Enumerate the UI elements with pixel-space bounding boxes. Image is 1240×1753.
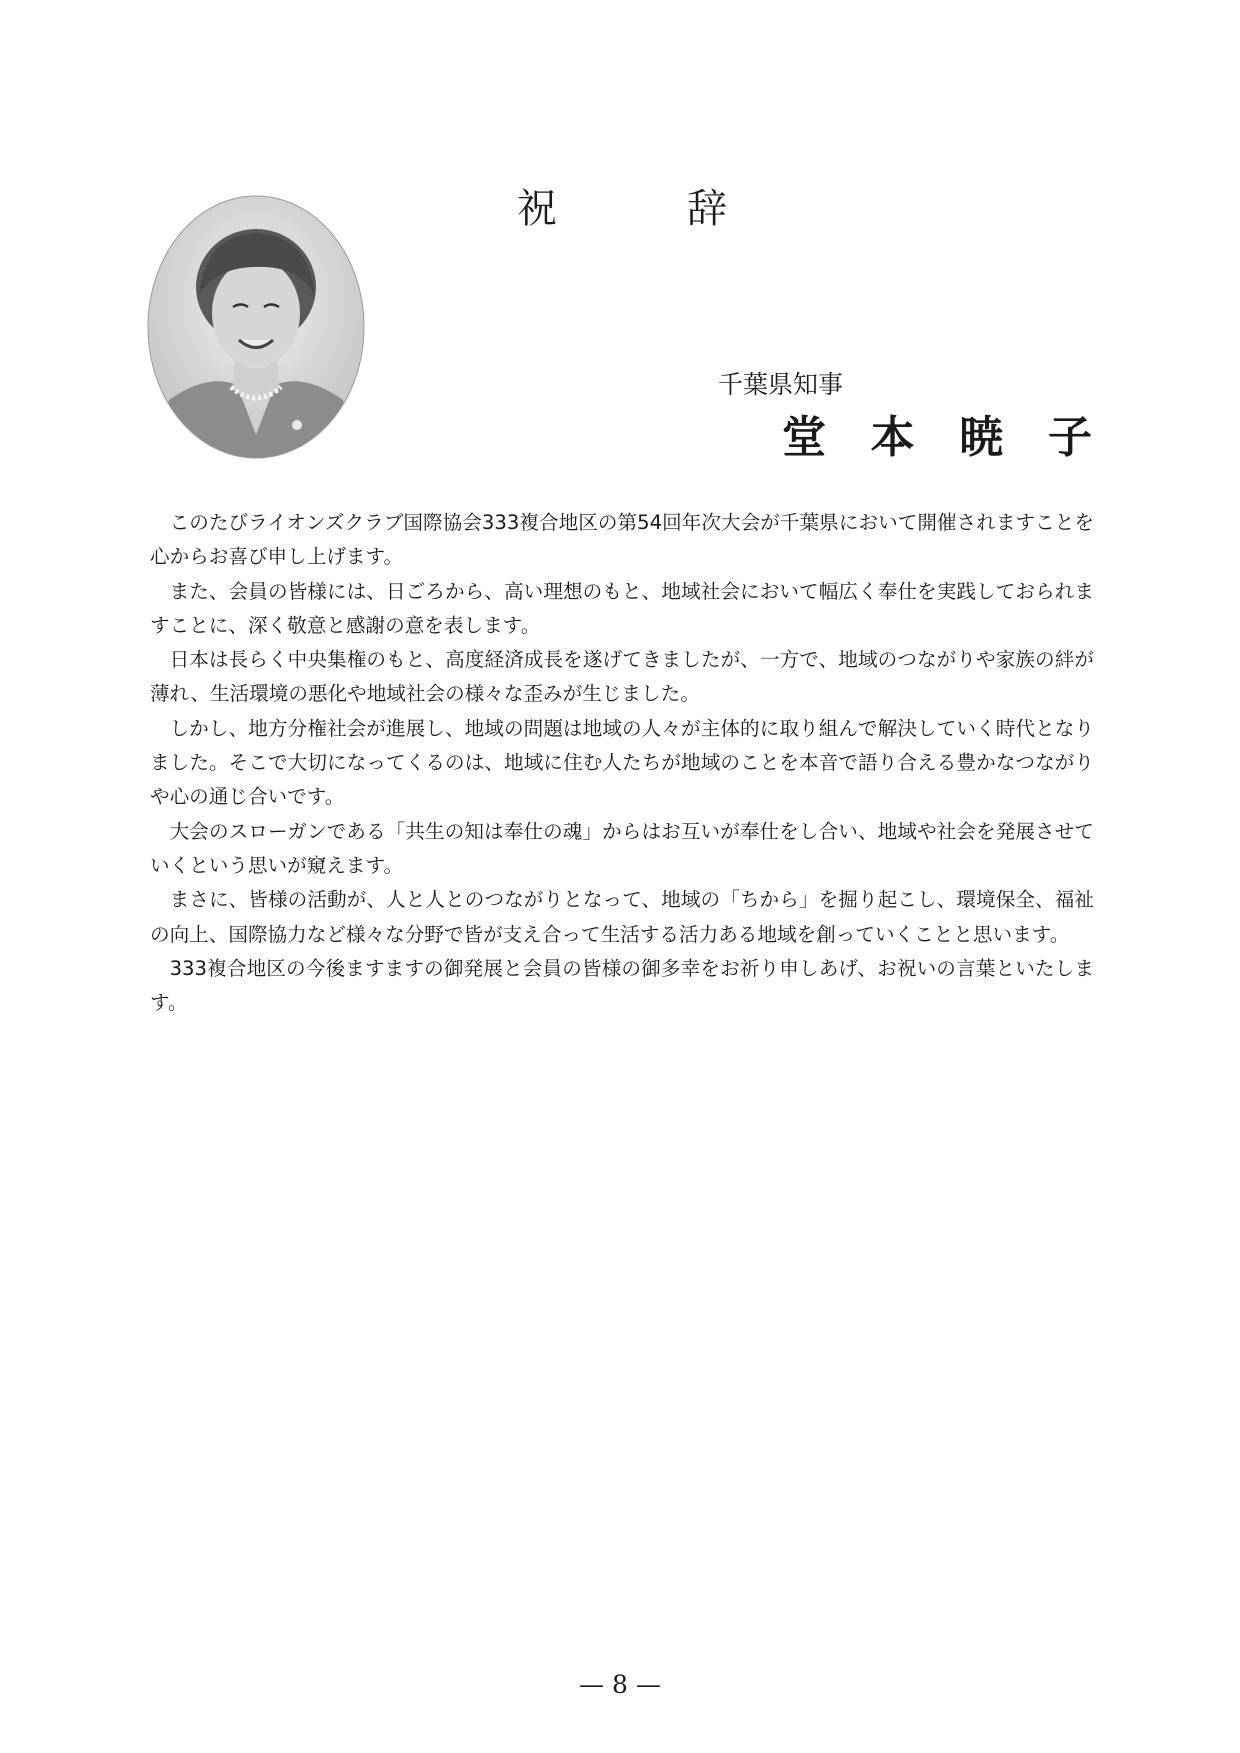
title-char-2: 辞 bbox=[687, 186, 727, 232]
paragraph: 日本は長らく中央集権のもと、高度経済成長を遂げてきましたが、一方で、地域のつながりや家族の絆が薄れ、生活環境の悪化や地域社会の様々な歪みが生じました。 bbox=[150, 648, 1094, 706]
message-body bbox=[150, 506, 1094, 1020]
page-number: — 8 — bbox=[579, 1670, 661, 1699]
name-char-3: 暁 bbox=[959, 412, 1004, 463]
name-char-4: 子 bbox=[1047, 412, 1092, 463]
author-role: 千葉県知事 bbox=[718, 370, 844, 399]
paragraph: まさに、皆様の活動が、人と人とのつながりとなって、地域の「ちから」を掘り起こし、環境保全、福祉の向上、国際協力など様々な分野で皆が支え合って生活する活力ある地域を創っていくことと思います。 bbox=[150, 888, 1094, 946]
paragraph: このたびライオンズクラブ国際協会333複合地区の第54回年次大会が千葉県において開催されますことを心からお喜び申し上げます。 bbox=[150, 511, 1094, 569]
page-title bbox=[517, 185, 727, 233]
title-char-1: 祝 bbox=[517, 186, 557, 232]
author-name bbox=[782, 412, 1092, 464]
paragraph: 333複合地区の今後ますますの御発展と会員の皆様の御多幸をお祈り申しあげ、お祝いの言葉といたします。 bbox=[150, 956, 1094, 1015]
paragraph: 大会のスローガンである「共生の知は奉仕の魂」からはお互いが奉仕をし合い、地域や社会を発展させていくという思いが窺えます。 bbox=[150, 819, 1094, 877]
paragraph: しかし、地方分権社会が進展し、地域の問題は地域の人々が主体的に取り組んで解決していく時代となりました。そこで大切になってくるのは、地域に住む人たちが地域のことを本音で語り合える豊かなつながりや心の通じ合いです。 bbox=[150, 716, 1094, 809]
author-portrait bbox=[147, 195, 365, 459]
name-char-2: 本 bbox=[870, 412, 915, 463]
paragraph: また、会員の皆様には、日ごろから、高い理想のもと、地域社会において幅広く奉仕を実践しておられますことに、深く敬意と感謝の意を表します。 bbox=[150, 579, 1094, 637]
name-char-1: 堂 bbox=[782, 412, 826, 463]
